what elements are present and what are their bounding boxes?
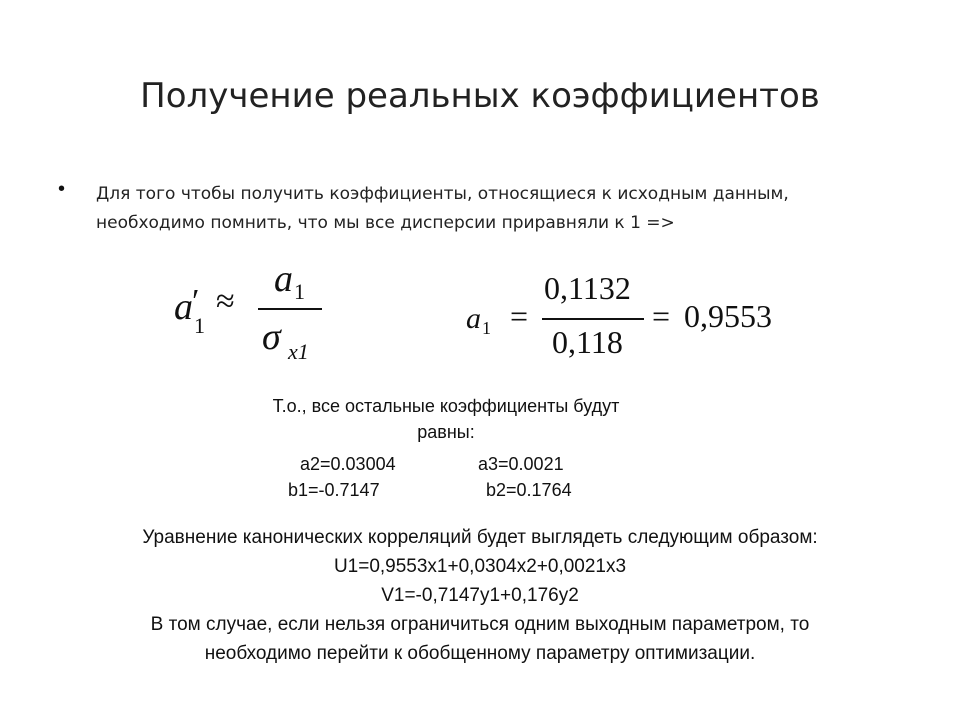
formula2-lhs-symbol: a: [466, 302, 481, 335]
formula2-result: 0,9553: [684, 298, 772, 334]
formula2-fraction-bar: [542, 318, 644, 320]
formula2-lhs-subscript: 1: [482, 318, 491, 338]
formula-fraction-bar: [258, 308, 322, 310]
formula-sigma-subscript: x1: [288, 339, 309, 364]
other-coefficients-line2: равны:: [417, 422, 475, 442]
formula2-numerator: 0,1132: [544, 270, 631, 306]
coef-a3: a3=0.0021: [478, 454, 564, 474]
formula-lhs-prime: ′: [192, 283, 200, 320]
other-coefficients-intro: [0, 393, 960, 445]
formula2-equals-1: =: [510, 298, 529, 334]
slide-title: Получение реальных коэффициентов: [140, 76, 820, 116]
coef-a2: a2=0.03004: [300, 454, 396, 474]
formula-lhs-symbol: a: [174, 286, 193, 328]
equations-intro: Уравнение канонических корреляций будет выглядеть следующим образом:: [142, 527, 818, 548]
bullet-text-line2: необходимо помнить, что мы все дисперсии приравняли к 1 =>: [96, 213, 675, 233]
formula-approx-sign: ≈: [216, 283, 235, 320]
formula-numerator-symbol: a: [274, 258, 293, 300]
canonical-equations: [0, 523, 960, 668]
formula-a1-value: [466, 268, 806, 368]
coef-b2: b2=0.1764: [486, 480, 572, 500]
formula-sigma-symbol: σ: [262, 316, 281, 358]
conclusion-line2: необходимо перейти к обобщенному параметру оптимизации.: [204, 643, 756, 664]
formula2-equals-2: =: [652, 298, 671, 334]
equation-u1: U1=0,9553x1+0,0304x2+0,0021x3: [333, 556, 627, 577]
formula-numerator-subscript: 1: [294, 279, 305, 304]
coef-b1: b1=-0.7147: [288, 480, 380, 500]
formula2-denominator: 0,118: [552, 324, 623, 360]
conclusion-line1: В том случае, если нельзя ограничиться одним выходным параметром, то: [150, 614, 810, 635]
formula-lhs-subscript: 1: [194, 313, 205, 338]
other-coefficients-line1: Т.о., все остальные коэффициенты будут: [272, 396, 620, 416]
equation-v1: V1=-0,7147y1+0,176y2: [381, 585, 579, 606]
bullet-text: [96, 180, 896, 238]
bullet-text-line1: Для того чтобы получить коэффициенты, относящиеся к исходным данным,: [96, 184, 789, 204]
bullet-marker: •: [58, 178, 66, 200]
formula-normalization: [170, 255, 370, 375]
